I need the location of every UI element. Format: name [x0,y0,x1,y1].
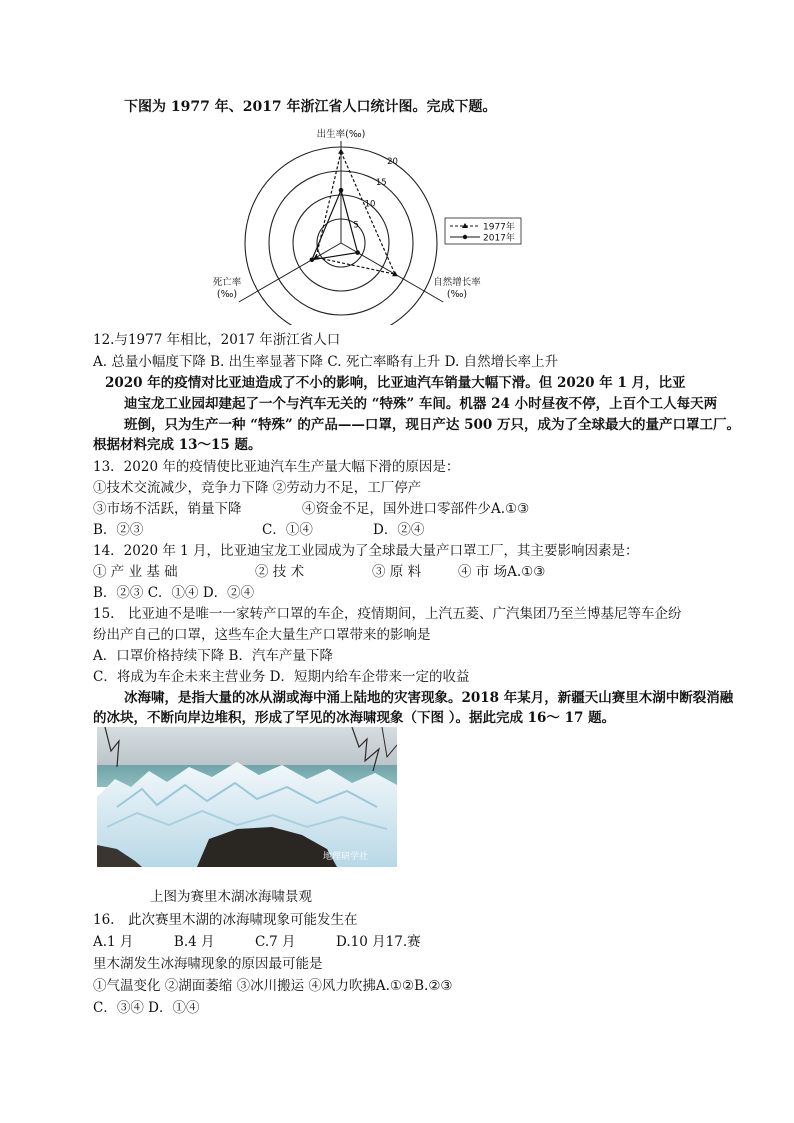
radar-point-2017 [355,250,360,255]
q15-stem-line2: 纷出产自己的口罩，这些车企大量生产口罩带来的影响是 [93,627,431,643]
q13-option-1-2: ①技术交流减少，竞争力下降 ②劳动力不足，工厂停产 [93,480,422,496]
photo-watermark: 地理研学社 [323,852,369,862]
radar-point-2017 [310,258,315,263]
radar-legend-label: 1977年 [483,222,515,233]
ice-tsunami-photo [97,727,397,867]
radar-axis-unit: (‰) [446,289,468,300]
q15-options-ab: A．口罩价格持续下降 B．汽车产量下降 [93,648,333,664]
radar-axis-label: 死亡率 [212,277,242,288]
radar-axis-unit: (‰) [216,289,238,300]
q17-options-2: C．③④ D．①④ [93,1000,200,1016]
radar-point-1977 [338,149,344,154]
q13-choice-b: B．②③ [93,522,144,538]
radar-series-0 [316,152,395,274]
passage2-line1: 冰海啸，是指大量的冰从湖或海中涌上陆地的灾害现象。2018 年某月，新疆天山赛里木湖中断裂消融 [124,690,734,706]
radar-legend-marker [463,235,467,239]
radar-ring-label: 20 [387,157,398,168]
q16-stem: 16. 此次赛里木湖的冰海啸现象可能发生在 [93,912,358,928]
q15-options-cd: C．将成为车企未来主营业务 D．短期内给车企带来一定的收益 [93,669,470,685]
q14-factor-3: ③ 原 料 [372,564,422,580]
passage1-line2: 迪宝龙工业园却建起了一个与汽车无关的 “特殊” 车间。机器 24 小时昼夜不停，上百个工人每天两 [124,396,718,412]
radar-axis-label: 自然增长率 [433,277,481,288]
q13-option-4: ④资金不足，国外进口零部件少A.①③ [302,501,530,517]
q15-stem-line1: 15. 比亚迪不是唯一一家转产口罩的车企，疫情期间，上汽五菱、广汽集团乃至兰博基尼等车企纷 [93,606,682,622]
q17-stem: 里木湖发生冰海啸现象的原因最可能是 [93,956,323,972]
passage1-line3: 班倒，只为生产一种 “特殊” 的产品——口罩，现日产达 500 万只，成为了全球最大的量产口罩工厂。 [124,417,741,433]
radar-point-2017 [339,188,344,193]
passage1-line4: 根据材料完成 13～15 题。 [93,437,262,453]
q14-stem: 14．2020 年 1 月，比亚迪宝龙工业园成为了全球最大量产口罩工厂，其主要影响因素是： [93,543,639,559]
radar-axis-label: 出生率(‰) [316,129,366,140]
q16-options: A.1 月 B.4 月 C.7 月 D.10 月17.赛 [93,934,421,950]
q13-stem: 13．2020 年的疫情使比亚迪汽车生产量大幅下滑的原因是： [93,459,460,475]
q13-choice-c: C．①④ [262,522,313,538]
q17-options-1: ①气温变化 ②湖面萎缩 ③冰川搬运 ④风力吹拂A.①②B.②③ [93,978,453,994]
q12-options: A. 总量小幅度下降 B. 出生率显著下降 C. 死亡率略有上升 D. 自然增长率上升 [93,354,559,370]
photo-caption: 上图为赛里木湖冰海啸景观 [150,889,312,905]
radar-legend-label: 2017年 [483,233,515,244]
radar-ring-label: 10 [364,199,376,210]
population-radar-chart [205,125,535,325]
q14-factor-4: ④ 市 场A.①③ [458,564,546,580]
q13-choice-d: D．②④ [373,522,425,538]
q14-factor-2: ② 技 术 [255,564,305,580]
intro-text: 下图为 1977 年、2017 年浙江省人口统计图。完成下题。 [124,99,497,115]
q14-choices: B．②③ C．①④ D．②④ [93,585,255,601]
radar-ring-label: 15 [375,178,387,189]
q12-stem: 12.与1977 年相比，2017 年浙江省人口 [93,332,341,348]
radar-ring-label: 5 [353,220,359,231]
passage1-line1: 2020 年的疫情对比亚迪造成了不小的影响，比亚迪汽车销量大幅下滑。但 2020 年 1 月，比亚 [105,375,686,391]
q13-option-3: ③市场不活跃，销量下降 [93,501,242,517]
q14-factor-1: ① 产 业 基 础 [93,564,178,580]
passage2-line2: 的冰块，不断向岸边堆积，形成了罕见的冰海啸现象（下图 ）。据此完成 16～ 17 题。 [93,710,616,726]
